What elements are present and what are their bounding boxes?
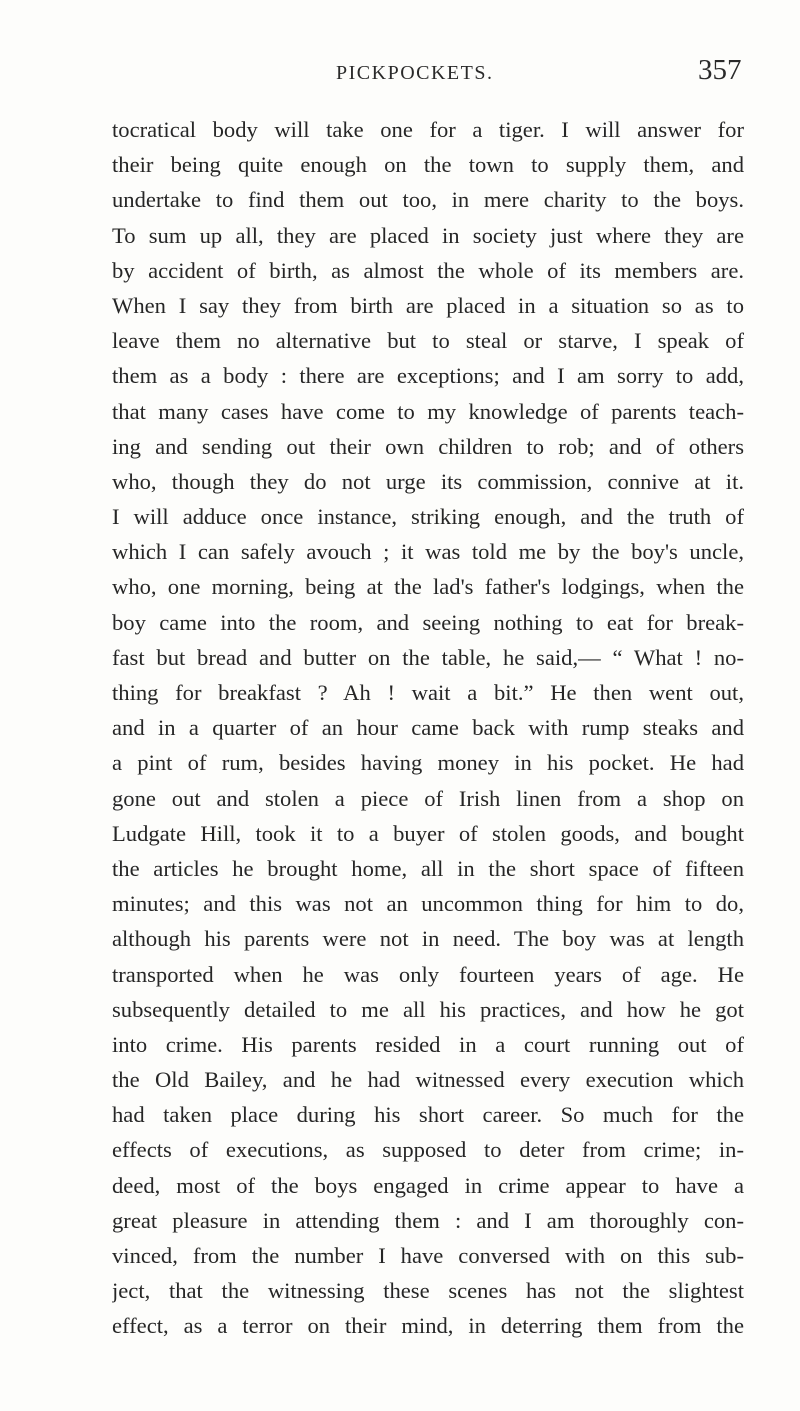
text-line: the Old Bailey, and he had witnessed every execution which bbox=[112, 1067, 744, 1093]
text-line: that many cases have come to my knowledge of parents teach- bbox=[112, 398, 744, 424]
text-line: who, one morning, being at the lad's father's lodgings, when the bbox=[112, 574, 744, 600]
text-line: had taken place during his short career. So much for the bbox=[112, 1102, 744, 1128]
text-line: fast but bread and butter on the table, he said,— “ What ! no- bbox=[112, 644, 744, 670]
text-line: boy came into the room, and seeing nothing to eat for break- bbox=[112, 609, 744, 635]
text-line: who, though they do not urge its commission, connive at it. bbox=[112, 468, 744, 494]
text-line: effect, as a terror on their mind, in deterring them from the bbox=[112, 1313, 744, 1339]
text-line: undertake to find them out too, in mere charity to the boys. bbox=[112, 187, 744, 213]
text-line: their being quite enough on the town to supply them, and bbox=[112, 152, 744, 178]
text-line: a pint of rum, besides having money in his pocket. He had bbox=[112, 750, 744, 776]
text-line: Ludgate Hill, took it to a buyer of stolen goods, and bought bbox=[112, 820, 744, 846]
text-line: them as a body : there are exceptions; and I am sorry to add, bbox=[112, 363, 744, 389]
text-line: To sum up all, they are placed in society just where they are bbox=[112, 222, 744, 248]
body-text bbox=[112, 112, 744, 1344]
running-head-title: PICKPOCKETS. bbox=[336, 62, 494, 84]
text-line: tocratical body will take one for a tiger. I will answer for bbox=[112, 117, 744, 142]
text-line: leave them no alternative but to steal or starve, I speak of bbox=[112, 328, 744, 354]
text-line: great pleasure in attending them : and I am thoroughly con- bbox=[112, 1207, 744, 1233]
text-line: deed, most of the boys engaged in crime appear to have a bbox=[112, 1172, 744, 1198]
text-line: by accident of birth, as almost the whole of its members are. bbox=[112, 257, 744, 283]
text-line: which I can safely avouch ; it was told me by the boy's uncle, bbox=[112, 539, 744, 565]
text-line: I will adduce once instance, striking enough, and the truth of bbox=[112, 504, 744, 530]
text-line: subsequently detailed to me all his practices, and how he got bbox=[112, 996, 744, 1022]
text-line: ing and sending out their own children to rob; and of others bbox=[112, 433, 744, 459]
text-line: into crime. His parents resided in a court running out of bbox=[112, 1031, 744, 1057]
text-line: although his parents were not in need. The boy was at length bbox=[112, 926, 744, 952]
text-line: gone out and stolen a piece of Irish linen from a shop on bbox=[112, 785, 744, 811]
text-line: transported when he was only fourteen years of age. He bbox=[112, 961, 744, 987]
text-line: effects of executions, as supposed to deter from crime; in- bbox=[112, 1137, 744, 1163]
text-line: vinced, from the number I have conversed with on this sub- bbox=[112, 1243, 744, 1268]
text-line: minutes; and this was not an uncommon thing for him to do, bbox=[112, 891, 744, 917]
text-line: and in a quarter of an hour came back with rump steaks and bbox=[112, 715, 744, 741]
text-line: ject, that the witnessing these scenes has not the slightest bbox=[112, 1278, 744, 1304]
text-line: the articles he brought home, all in the short space of fifteen bbox=[112, 855, 744, 881]
text-line: thing for breakfast ? Ah ! wait a bit.” He then went out, bbox=[112, 680, 744, 705]
page-number: 357 bbox=[698, 54, 742, 86]
text-line: When I say they from birth are placed in a situation so as to bbox=[112, 292, 744, 318]
